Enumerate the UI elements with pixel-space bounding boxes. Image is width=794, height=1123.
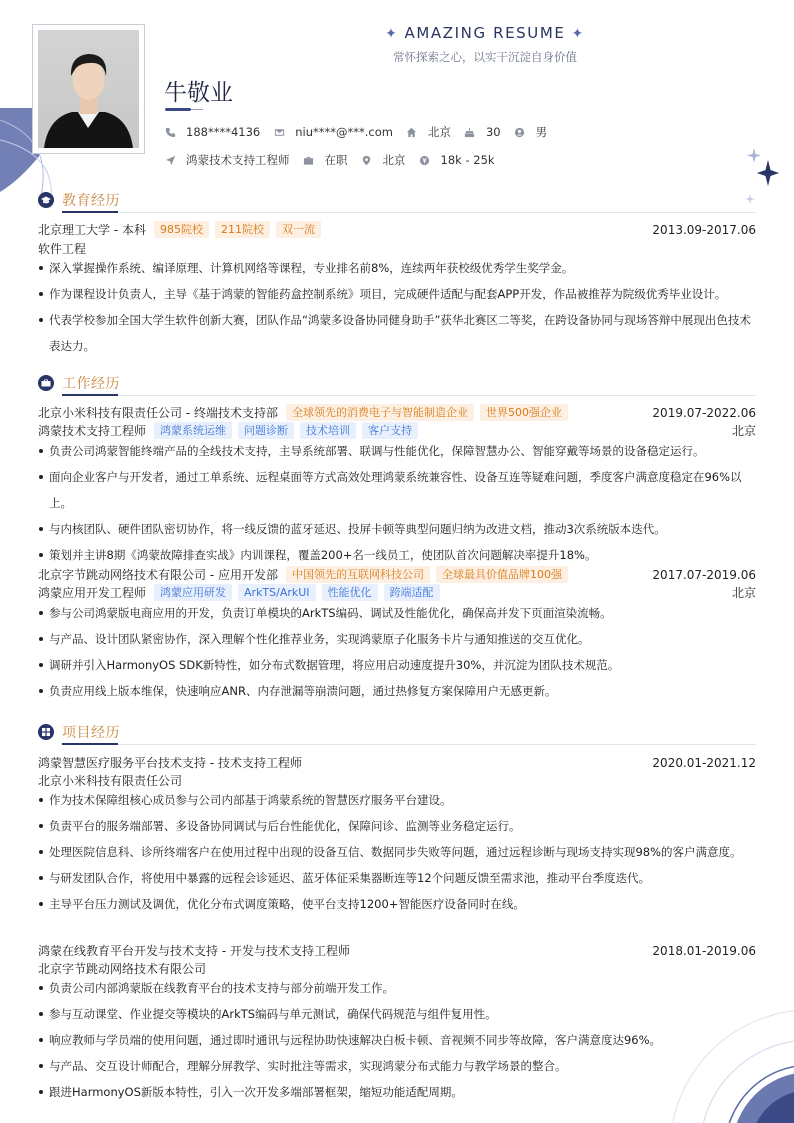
list-item: 策划并主讲8期《鸿蒙故障排查实战》内训课程，覆盖200+名一线员工，使团队首次问题解决率提升18%。 bbox=[38, 542, 756, 568]
job-period: 2017.07-2019.06 bbox=[652, 567, 756, 582]
profile-photo bbox=[32, 24, 145, 154]
job-location: 北京 bbox=[731, 586, 756, 600]
job-role: 鸿蒙应用开发工程师 bbox=[38, 586, 147, 600]
company-tag: 世界500强企业 bbox=[480, 404, 568, 421]
status-text: 在职 bbox=[324, 153, 348, 167]
candidate-name: 牛敬业 bbox=[164, 80, 233, 106]
list-item: 作为课程设计负责人，主导《基于鸿蒙的智能药盒控制系统》项目，完成硬件适配与配套APP开发，作品被推荐为院级优秀毕业设计。 bbox=[38, 281, 756, 307]
age-item bbox=[464, 125, 501, 139]
section-divider-accent bbox=[62, 743, 118, 745]
info-row-job bbox=[164, 152, 508, 168]
status-item bbox=[303, 152, 348, 168]
avatar bbox=[38, 30, 139, 148]
skill-tag: 技术培训 bbox=[300, 422, 356, 439]
skill-tag: 问题诊断 bbox=[238, 422, 294, 439]
list-item: 参与互动课堂、作业提交等模块的ArkTS编码与单元测试，确保代码规范与组件复用性。 bbox=[38, 1001, 756, 1027]
gender-item bbox=[514, 124, 548, 140]
expected-city-item bbox=[361, 152, 406, 168]
project-period: 2018.01-2019.06 bbox=[652, 943, 756, 958]
phone-item bbox=[164, 125, 260, 139]
email-text: niu****@***.com bbox=[295, 125, 393, 139]
name-underline bbox=[165, 108, 191, 111]
school-name: 北京理工大学 - 本科 bbox=[38, 223, 146, 237]
position-text: 鸿蒙技术支持工程师 bbox=[186, 153, 290, 167]
project-name: 鸿蒙在线教育平台开发与技术支持 - 开发与技术支持工程师 bbox=[38, 944, 350, 958]
star-icon: ✦ bbox=[385, 26, 399, 42]
project-header bbox=[38, 942, 756, 959]
skill-tag: 鸿蒙系统运维 bbox=[154, 422, 232, 439]
list-item: 面向企业客户与开发者，通过工单系统、远程桌面等方式高效处理鸿蒙系统兼容性、设备互连等疑难问题，季度客户满意度稳定在96%以上。 bbox=[38, 464, 756, 516]
graduation-cap-icon bbox=[38, 192, 54, 208]
salary-item bbox=[419, 153, 495, 167]
briefcase-icon bbox=[303, 154, 315, 166]
salary-text: 18k - 25k bbox=[440, 153, 495, 167]
education-bullets bbox=[38, 255, 756, 359]
list-item: 与产品、设计团队紧密协作，深入理解个性化推荐业务，实现鸿蒙原子化服务卡片与通知推送的交互优化。 bbox=[38, 626, 756, 652]
section-divider bbox=[62, 744, 756, 745]
skill-tag: 性能优化 bbox=[322, 584, 378, 601]
star-icon: ✦ bbox=[571, 26, 585, 42]
school-tag: 985院校 bbox=[154, 221, 209, 238]
list-item: 与产品、交互设计师配合，理解分屏教学、实时批注等需求，实现鸿蒙分布式能力与教学场景的整合。 bbox=[38, 1053, 756, 1079]
list-item: 负责公司鸿蒙智能终端产品的全线技术支持，主导系统部署、联调与性能优化，保障智慧办公、智能穿戴等场景的设备稳定运行。 bbox=[38, 438, 756, 464]
mail-icon bbox=[273, 126, 285, 138]
list-item: 与内核团队、硬件团队密切协作，将一线反馈的蓝牙延迟、投屏卡顿等典型问题归纳为改进文档，推动3次系统版本迭代。 bbox=[38, 516, 756, 542]
user-icon bbox=[514, 126, 526, 138]
city-item bbox=[406, 124, 451, 140]
banner bbox=[350, 24, 620, 65]
major: 软件工程 bbox=[38, 242, 87, 256]
home-icon bbox=[406, 126, 418, 138]
city-text: 北京 bbox=[427, 125, 451, 139]
list-item: 深入掌握操作系统、编译原理、计算机网络等课程，专业排名前8%，连续两年获校级优秀学生奖学金。 bbox=[38, 255, 756, 281]
company-tag: 中国领先的互联网科技公司 bbox=[286, 566, 430, 583]
briefcase-icon bbox=[38, 375, 54, 391]
section-projects bbox=[38, 723, 756, 747]
skill-tag: 鸿蒙应用研发 bbox=[154, 584, 232, 601]
project-bullets bbox=[38, 975, 756, 1105]
skill-tag: 客户支持 bbox=[362, 422, 418, 439]
company-name: 北京字节跳动网络技术有限公司 - 应用开发部 bbox=[38, 568, 278, 582]
job-role-row bbox=[38, 422, 756, 439]
section-divider-accent bbox=[62, 211, 118, 213]
list-item: 跟进HarmonyOS新版本特性，引入一次开发多端部署框架，缩短功能适配周期。 bbox=[38, 1079, 756, 1105]
age-text: 30 bbox=[485, 125, 501, 139]
school-tag: 211院校 bbox=[215, 221, 270, 238]
education-period: 2013.09-2017.06 bbox=[652, 222, 756, 237]
job-role: 鸿蒙技术支持工程师 bbox=[38, 424, 147, 438]
list-item: 负责应用线上版本维保，快速响应ANR、内存泄漏等崩溃问题，通过热修复方案保障用户无感更新。 bbox=[38, 678, 756, 704]
project-org: 北京字节跳动网络技术有限公司 bbox=[38, 962, 207, 976]
school-tag: 双一流 bbox=[276, 221, 321, 238]
job-bullets bbox=[38, 438, 756, 568]
cake-icon bbox=[464, 126, 476, 138]
education-header bbox=[38, 221, 756, 238]
list-item: 参与公司鸿蒙版电商应用的开发，负责订单模块的ArkTS编码、调试及性能优化，确保高并发下页面渲染流畅。 bbox=[38, 600, 756, 626]
banner-title-text: AMAZING RESUME bbox=[404, 24, 566, 42]
section-title: 项目经历 bbox=[62, 725, 120, 741]
banner-subtitle: 常怀探索之心，以实干沉淀自身价值 bbox=[393, 50, 577, 64]
position-item bbox=[164, 152, 290, 168]
job-period: 2019.07-2022.06 bbox=[652, 405, 756, 420]
list-item: 处理医院信息科、诊所终端客户在使用过程中出现的设备互信、数据同步失败等问题，通过远程诊断与现场支持实现98%的客户满意度。 bbox=[38, 839, 756, 865]
job-header bbox=[38, 566, 756, 583]
list-item: 负责平台的服务端部署、多设备协同调试与后台性能优化，保障问诊、监测等业务稳定运行。 bbox=[38, 813, 756, 839]
project-bullets bbox=[38, 787, 756, 917]
phone-text: 188****4136 bbox=[186, 125, 261, 139]
phone-icon bbox=[164, 126, 176, 138]
list-item: 代表学校参加全国大学生软件创新大赛，团队作品“鸿蒙多设备协同健身助手”获华北赛区二等奖，在跨设备协同与现场答辩中展现出色技术表达力。 bbox=[38, 307, 756, 359]
banner-title bbox=[350, 24, 620, 42]
expected-city-text: 北京 bbox=[382, 153, 406, 167]
project-period: 2020.01-2021.12 bbox=[652, 755, 756, 770]
list-item: 主导平台压力测试及调优，优化分布式调度策略，使平台支持1200+智能医疗设备同时在线。 bbox=[38, 891, 756, 917]
info-row-basic bbox=[164, 124, 560, 140]
company-name: 北京小米科技有限责任公司 - 终端技术支持部 bbox=[38, 406, 278, 420]
company-tag: 全球最具价值品牌100强 bbox=[436, 566, 568, 583]
avatar-portrait-icon bbox=[38, 30, 139, 148]
list-item: 作为技术保障组核心成员参与公司内部基于鸿蒙系统的智慧医疗服务平台建设。 bbox=[38, 787, 756, 813]
job-role-row bbox=[38, 584, 756, 601]
company-tag: 全球领先的消费电子与智能制造企业 bbox=[286, 404, 474, 421]
list-item: 响应教师与学员端的使用问题，通过即时通讯与远程协助快速解决白板卡顿、音视频不同步等故障，客户满意度达96%。 bbox=[38, 1027, 756, 1053]
section-work bbox=[38, 374, 756, 398]
list-item: 调研并引入HarmonyOS SDK新特性，如分布式数据管理，将应用启动速度提升30%，并沉淀为团队技术规范。 bbox=[38, 652, 756, 678]
section-title: 教育经历 bbox=[62, 193, 120, 209]
job-location: 北京 bbox=[731, 424, 756, 438]
email-item bbox=[273, 125, 393, 139]
job-header bbox=[38, 404, 756, 421]
location-pin-icon bbox=[361, 154, 373, 166]
project-org: 北京小米科技有限责任公司 bbox=[38, 774, 183, 788]
list-item: 与研发团队合作，将使用中暴露的远程会诊延迟、蓝牙体征采集器断连等12个问题反馈至需求池，推动平台季度迭代。 bbox=[38, 865, 756, 891]
list-item: 负责公司内部鸿蒙版在线教育平台的技术支持与部分前端开发工作。 bbox=[38, 975, 756, 1001]
gender-text: 男 bbox=[535, 125, 548, 139]
section-title: 工作经历 bbox=[62, 376, 120, 392]
section-divider bbox=[62, 212, 756, 213]
section-education bbox=[38, 191, 756, 215]
project-name: 鸿蒙智慧医疗服务平台技术支持 - 技术支持工程师 bbox=[38, 756, 302, 770]
money-icon bbox=[419, 154, 431, 166]
job-bullets bbox=[38, 600, 756, 704]
skill-tag: ArkTS/ArkUI bbox=[238, 584, 316, 601]
grid-icon bbox=[38, 724, 54, 740]
skill-tag: 跨端适配 bbox=[384, 584, 440, 601]
section-divider bbox=[62, 395, 756, 396]
project-header bbox=[38, 754, 756, 771]
section-divider-accent bbox=[62, 394, 118, 396]
send-icon bbox=[164, 154, 176, 166]
name-underline-thin bbox=[191, 109, 203, 110]
